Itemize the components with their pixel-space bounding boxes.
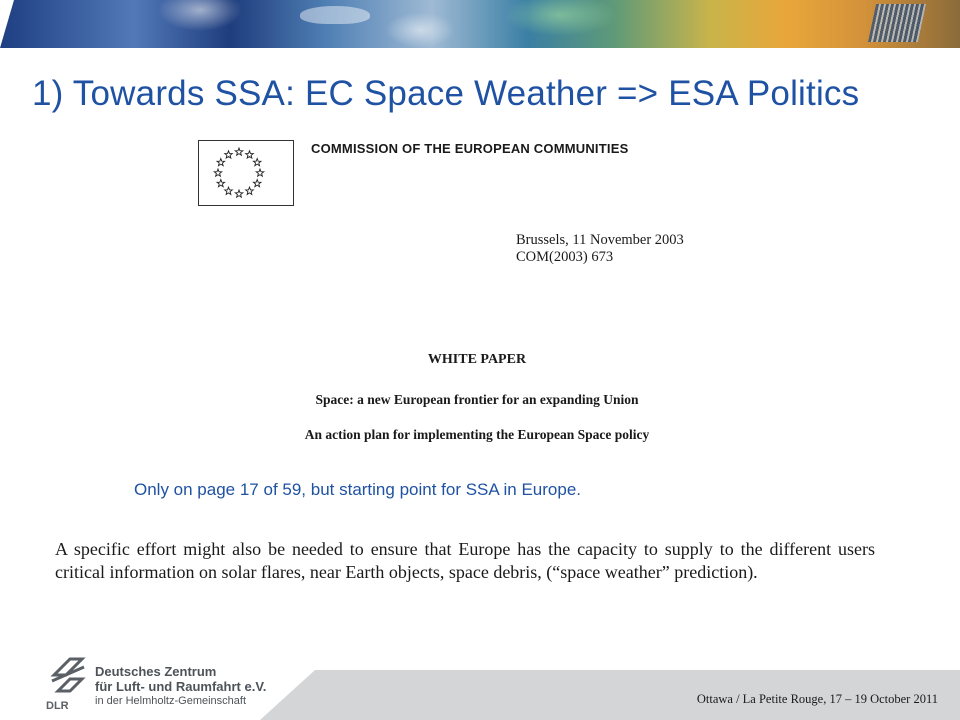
- star-icon: [235, 190, 243, 197]
- slide-title: 1) Towards SSA: EC Space Weather => ESA Politics: [32, 74, 860, 113]
- document-subtitle: Space: a new European frontier for an expanding Union: [315, 392, 639, 407]
- star-icon: [225, 151, 233, 158]
- org-line-3: in der Helmholtz-Gemeinschaft: [95, 695, 247, 707]
- banner-corner: [0, 0, 14, 48]
- document-header: COMMISSION OF THE EUROPEAN COMMUNITIES: [311, 141, 629, 156]
- eu-flag-stars: [199, 141, 293, 205]
- star-icon: [246, 187, 254, 194]
- dlr-logo-text: DLR: [46, 700, 69, 712]
- star-icon: [246, 151, 254, 158]
- star-icon: [256, 169, 264, 176]
- star-icon: [253, 159, 261, 166]
- document-date-ref: [516, 232, 684, 266]
- org-line-2: für Luft- und Raumfahrt e.V.: [95, 679, 267, 694]
- star-icon: [253, 180, 261, 187]
- document-reference: COM(2003) 673: [516, 249, 614, 265]
- footer-event: Ottawa / La Petite Rouge, 17 – 19 October 2011: [696, 692, 938, 706]
- star-icon: [217, 180, 225, 187]
- document-place-date: Brussels, 11 November 2003: [516, 232, 684, 248]
- star-icon: [217, 159, 225, 166]
- eu-flag-icon: [198, 140, 294, 206]
- slide-note: Only on page 17 of 59, but starting point for SSA in Europe.: [134, 480, 582, 499]
- quote-paragraph: A specific effort might also be needed to ensure that Europe has the capacity to supply to the different users critical information on solar flares, near Earth objects, space debris, (“space weather” prediction).: [55, 539, 875, 582]
- satellite-image: [868, 4, 926, 42]
- org-name: [95, 664, 266, 709]
- org-line-1: Deutsches Zentrum: [95, 664, 217, 679]
- document-heading: WHITE PAPER: [427, 352, 527, 367]
- header-banner: [0, 0, 960, 48]
- document-subheading: An action plan for implementing the European Space policy: [304, 427, 650, 442]
- dlr-logo-icon: [50, 655, 86, 695]
- star-icon: [225, 187, 233, 194]
- plane-image: [300, 6, 370, 24]
- star-icon: [235, 148, 243, 155]
- star-icon: [214, 169, 222, 176]
